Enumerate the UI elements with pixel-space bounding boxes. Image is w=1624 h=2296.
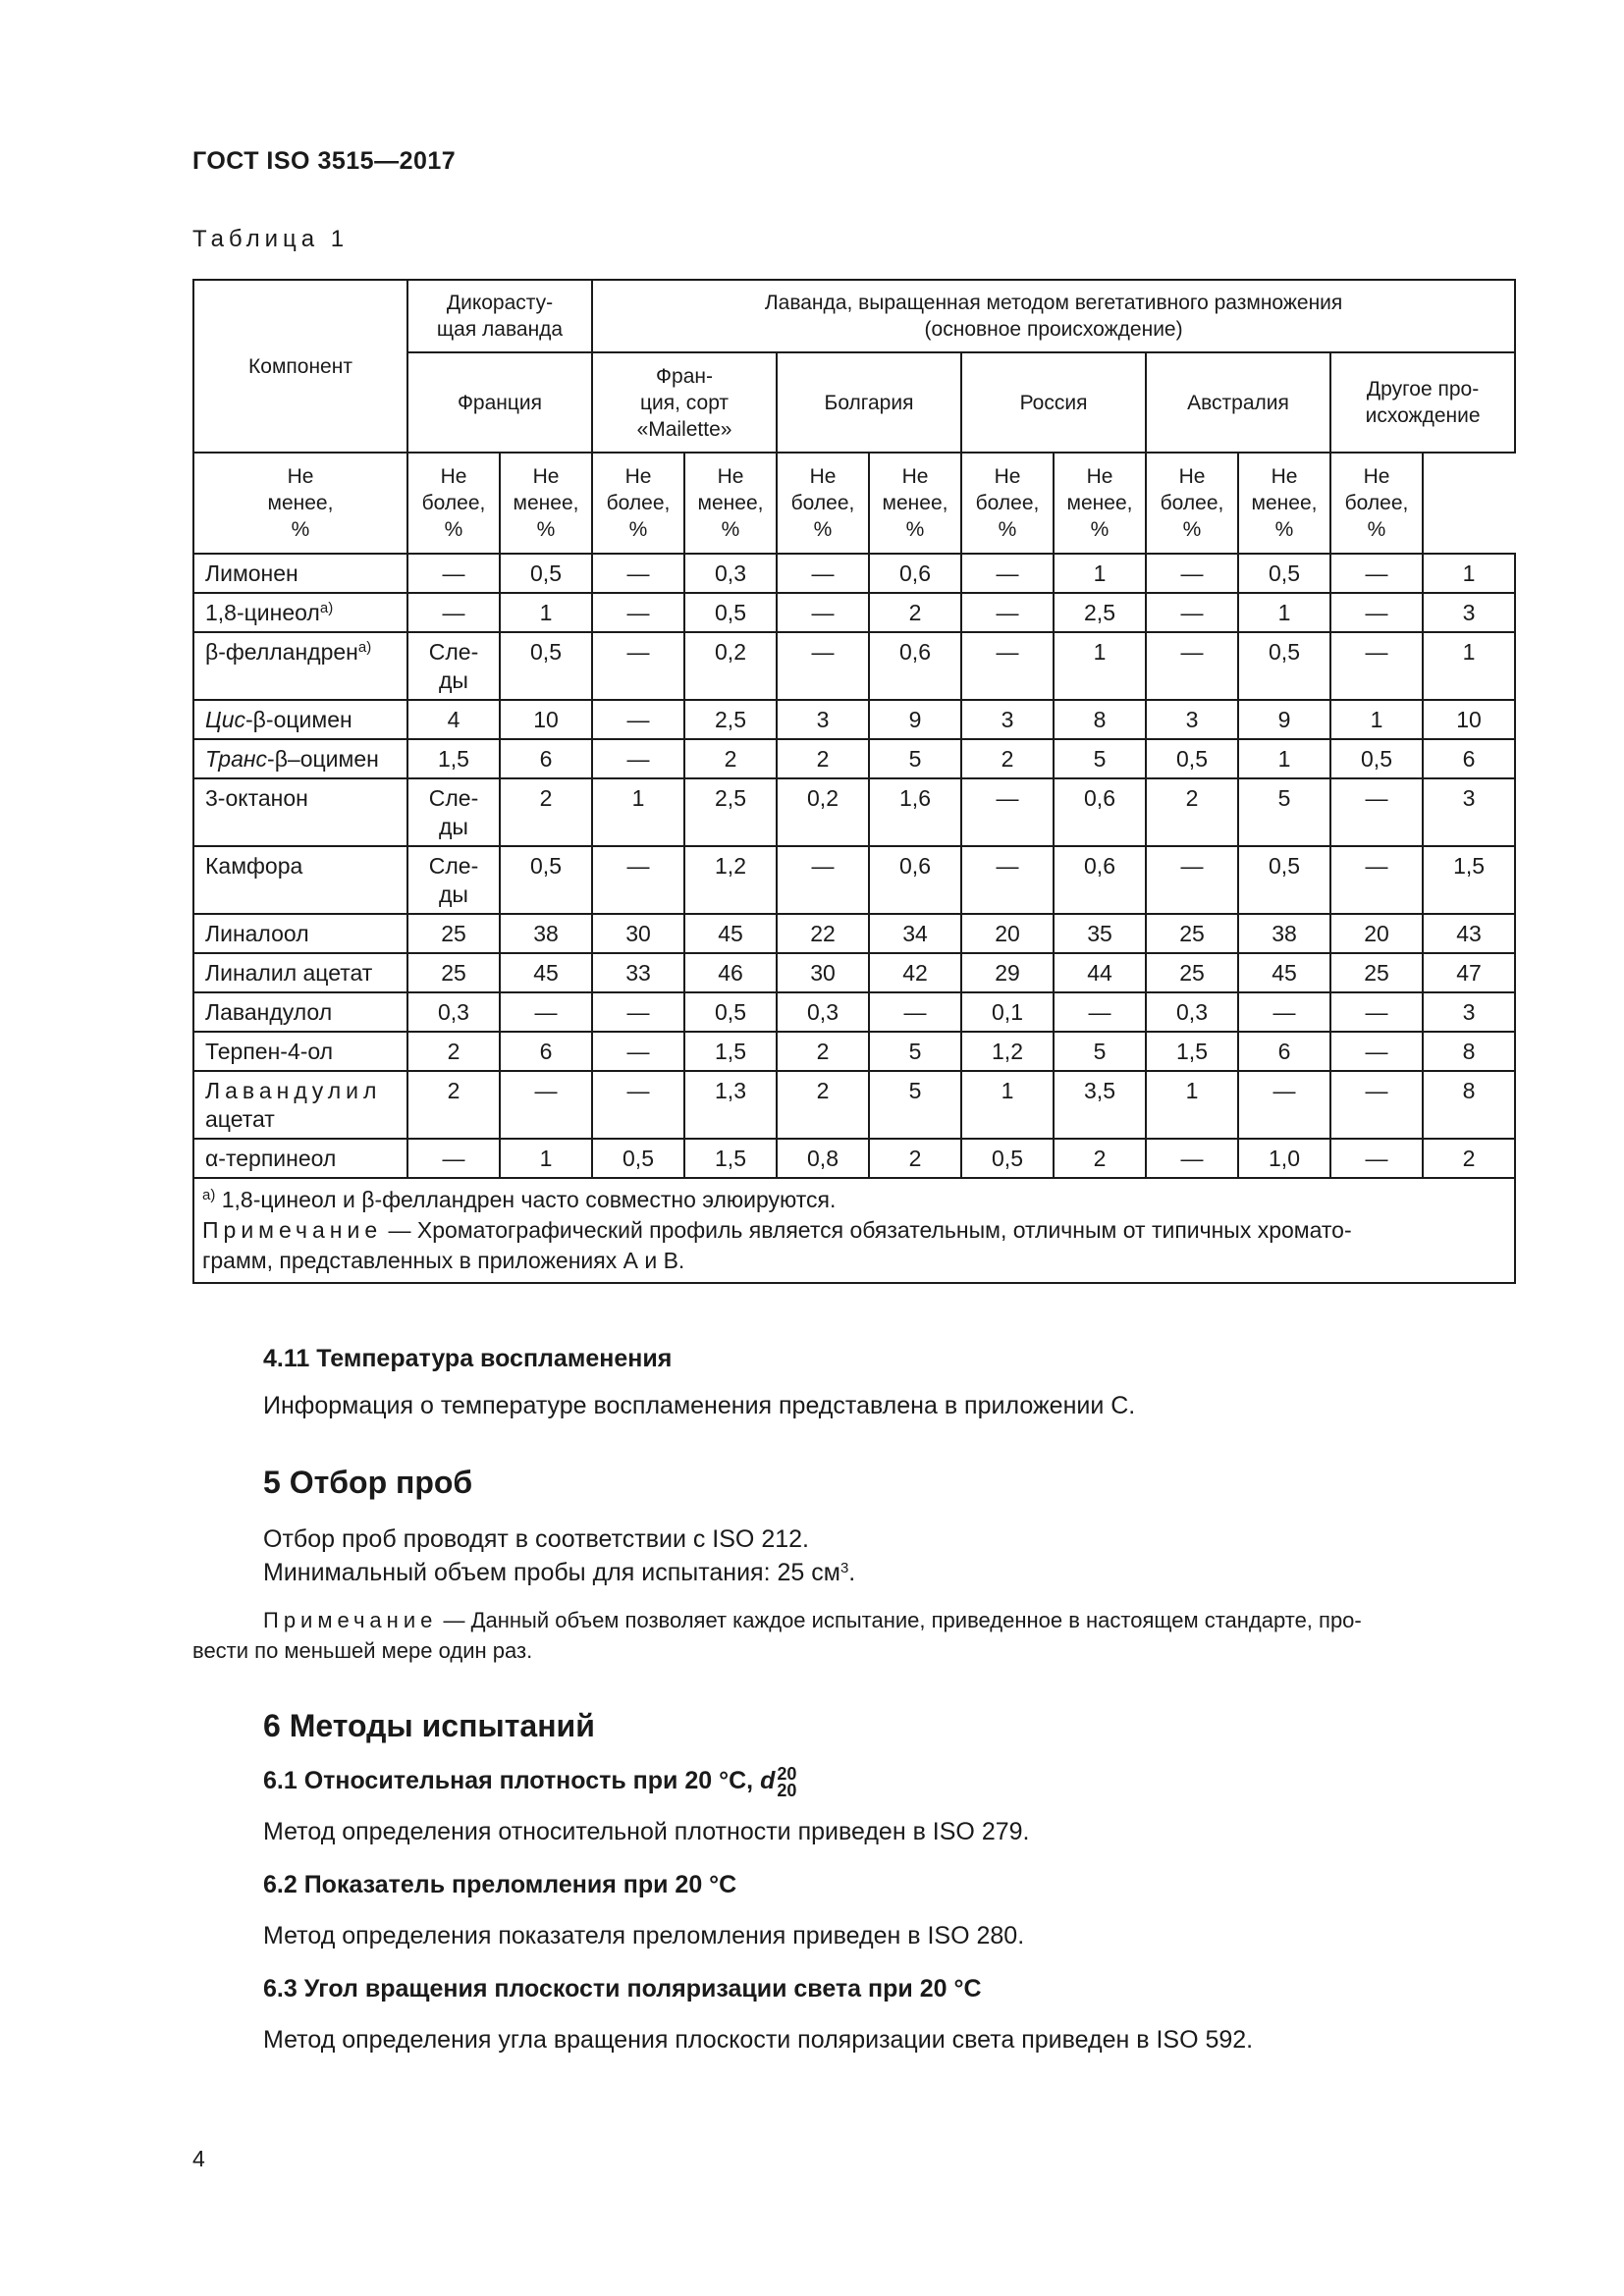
table-cell: 0,6 <box>1054 846 1146 914</box>
section-6-1-text: Метод определения относительной плотности приведен в ISO 279. <box>263 1818 1030 1845</box>
table-row <box>193 778 1515 846</box>
header-max-3: Не более, % <box>777 453 869 554</box>
table-cell: 2,5 <box>684 700 777 739</box>
table-row <box>193 992 1515 1032</box>
table-cell: — <box>1146 593 1238 632</box>
table-cell: Сле- ды <box>407 846 500 914</box>
section-6-1-title: 6.1 Относительная плотность при 20 °С, d 20 20 <box>263 1767 800 1797</box>
table-note-line-2: грамм, представленных в приложениях А и В. <box>202 1248 685 1273</box>
section-6-3-text: Метод определения угла вращения плоскости поляризации света приведен в ISO 592. <box>263 2026 1254 2054</box>
component-name: α-терпинеол <box>193 1139 407 1178</box>
header-france-mailette: Фран- ция, сорт «Mailette» <box>592 352 777 453</box>
table-cell: 1 <box>1054 554 1146 593</box>
header-vegetative: Лаванда, выращенная методом вегетативного размножения (основное происхождение) <box>592 280 1515 352</box>
section-4-11-text: Информация о температуре воспламенения представлена в приложении С. <box>263 1392 1136 1419</box>
header-australia: Австралия <box>1146 352 1330 453</box>
component-name: Лимонен <box>193 554 407 593</box>
table-cell: 1 <box>1054 632 1146 700</box>
component-name: β-феллaндрен$^{а)}$ <box>193 632 407 700</box>
table-cell: 2 <box>869 1139 961 1178</box>
table-cell: 8 <box>1054 700 1146 739</box>
table-cell: 0,3 <box>684 554 777 593</box>
table-cell: 2 <box>500 778 592 846</box>
table-cell: 2 <box>1054 1139 1146 1178</box>
table-cell: 3 <box>1423 992 1515 1032</box>
table-cell: 1 <box>500 1139 592 1178</box>
table-caption: Таблица 1 <box>192 226 350 252</box>
table-cell: 0,5 <box>684 593 777 632</box>
table-cell: 5 <box>1238 778 1330 846</box>
table-cell: — <box>592 992 684 1032</box>
header-other: Другое про- исхождение <box>1330 352 1515 453</box>
table-cell: 6 <box>1238 1032 1330 1071</box>
table-cell: 2 <box>684 739 777 778</box>
table-cell: 1 <box>500 593 592 632</box>
table-cell: 0,3 <box>1146 992 1238 1032</box>
header-russia: Россия <box>961 352 1146 453</box>
table-cell: 6 <box>1423 739 1515 778</box>
section-5-title: 5 Отбор проб <box>263 1465 473 1500</box>
table-cell: 0,5 <box>1238 554 1330 593</box>
table-cell: 25 <box>407 914 500 953</box>
section-5-note-line-2: вести по меньшей мере один раз. <box>192 1638 533 1663</box>
table-cell: — <box>869 992 961 1032</box>
table-cell: 1 <box>1146 1071 1238 1139</box>
header-wild-france: Франция <box>407 352 592 453</box>
header-min-3: Не менее, % <box>684 453 777 554</box>
table-cell: 6 <box>500 739 592 778</box>
table-cell: 1 <box>1238 593 1330 632</box>
table-cell: 2 <box>1423 1139 1515 1178</box>
table-cell: 45 <box>684 914 777 953</box>
component-name: Камфора <box>193 846 407 914</box>
header-min-4: Не менее, % <box>869 453 961 554</box>
table-cell: 0,5 <box>684 992 777 1032</box>
section-5-text-1: Отбор проб проводят в соответствии с ISO 212. <box>263 1525 809 1553</box>
table-cell: 22 <box>777 914 869 953</box>
header-wild: Дикорасту- щая лаванда <box>407 280 592 352</box>
table-cell: 0,5 <box>1146 739 1238 778</box>
table-cell: 45 <box>1238 953 1330 992</box>
table-cell: 3,5 <box>1054 1071 1146 1139</box>
table-cell: — <box>407 554 500 593</box>
table-cell: — <box>1330 778 1423 846</box>
section-6-title: 6 Методы испытаний <box>263 1708 595 1743</box>
table-cell: 1 <box>961 1071 1054 1139</box>
table-cell: — <box>1146 1139 1238 1178</box>
component-name: Линалил ацетат <box>193 953 407 992</box>
table-cell: — <box>1146 554 1238 593</box>
table-row <box>193 632 1515 700</box>
table-row <box>193 1032 1515 1071</box>
table-cell: 42 <box>869 953 961 992</box>
table-cell: — <box>1146 632 1238 700</box>
header-component: Компонент <box>193 280 407 453</box>
table-cell: — <box>1146 846 1238 914</box>
table-cell: 1,5 <box>1146 1032 1238 1071</box>
header-min-1: Не менее, % <box>193 453 407 554</box>
header-min-2: Не менее, % <box>500 453 592 554</box>
table-cell: 25 <box>1330 953 1423 992</box>
table-cell: 38 <box>500 914 592 953</box>
section-6-2-text: Метод определения показателя преломления приведен в ISO 280. <box>263 1922 1025 1949</box>
table-cell: 0,5 <box>1238 846 1330 914</box>
table-cell: 34 <box>869 914 961 953</box>
table-cell: 35 <box>1054 914 1146 953</box>
table-cell: 1 <box>592 778 684 846</box>
table-cell: 2 <box>777 739 869 778</box>
table-cell: 5 <box>1054 739 1146 778</box>
table-cell: — <box>1330 992 1423 1032</box>
table-cell: 0,5 <box>1330 739 1423 778</box>
section-4-11-title: 4.11 Температура воспламенения <box>263 1345 673 1372</box>
table-cell: Сле- ды <box>407 778 500 846</box>
table-cell: — <box>777 846 869 914</box>
table-cell: 0,5 <box>500 554 592 593</box>
table-cell: — <box>592 593 684 632</box>
table-cell: 0,5 <box>500 632 592 700</box>
component-name: Лавандулол <box>193 992 407 1032</box>
table-cell: 0,6 <box>869 632 961 700</box>
table-cell: 47 <box>1423 953 1515 992</box>
table-cell: — <box>1238 1071 1330 1139</box>
table-row <box>193 914 1515 953</box>
table-cell: 3 <box>1423 593 1515 632</box>
table-cell: 1,2 <box>961 1032 1054 1071</box>
table-cell: 45 <box>500 953 592 992</box>
table-cell: 8 <box>1423 1032 1515 1071</box>
table-cell: — <box>592 632 684 700</box>
table-cell: — <box>1330 1071 1423 1139</box>
table-cell: 2,5 <box>1054 593 1146 632</box>
component-name: Терпен-4-ол <box>193 1032 407 1071</box>
table-row <box>193 700 1515 739</box>
header-max-1: Не более, % <box>407 453 500 554</box>
table-footnote-row <box>193 1178 1515 1283</box>
table-cell: 0,2 <box>777 778 869 846</box>
table-cell: — <box>777 593 869 632</box>
page-number: 4 <box>192 2146 205 2171</box>
table-cell: 0,5 <box>592 1139 684 1178</box>
table-cell: 5 <box>869 739 961 778</box>
table-cell: — <box>1330 846 1423 914</box>
table-cell: 2 <box>407 1071 500 1139</box>
table-cell: — <box>1238 992 1330 1032</box>
table-cell: 1 <box>1423 554 1515 593</box>
table-cell: 3 <box>1146 700 1238 739</box>
table-cell: — <box>1330 1032 1423 1071</box>
table-cell: — <box>777 632 869 700</box>
table-cell: 0,6 <box>1054 778 1146 846</box>
table-cell: 25 <box>407 953 500 992</box>
component-name: Транс-β–оцимен <box>193 739 407 778</box>
table-cell: 43 <box>1423 914 1515 953</box>
table-cell: 10 <box>500 700 592 739</box>
table-cell: 25 <box>1146 953 1238 992</box>
table-cell: — <box>500 1071 592 1139</box>
table-cell: 2 <box>961 739 1054 778</box>
section-5-text-2: Минимальный объем пробы для испытания: 25 $см^3$. <box>263 1559 856 1586</box>
table-cell: — <box>592 700 684 739</box>
table-cell: 1,5 <box>684 1032 777 1071</box>
table-cell: 0,6 <box>869 846 961 914</box>
table-cell: 4 <box>407 700 500 739</box>
table-cell: — <box>1330 554 1423 593</box>
table-cell: 0,3 <box>777 992 869 1032</box>
section-6-2-title: 6.2 Показатель преломления при 20 °С <box>263 1871 737 1898</box>
table-cell: 0,5 <box>961 1139 1054 1178</box>
table-cell: 0,8 <box>777 1139 869 1178</box>
table-cell: 2,5 <box>684 778 777 846</box>
table-cell: 5 <box>1054 1032 1146 1071</box>
table-row <box>193 739 1515 778</box>
section-5-note-line-1: Примечание — Данный объем позволяет каждое испытание, приведенное в настоящем стандарте, про- <box>263 1608 1362 1632</box>
document-header: ГОСТ ISO 3515—2017 <box>192 147 457 175</box>
header-min-5: Не менее, % <box>1054 453 1146 554</box>
table-row <box>193 953 1515 992</box>
table-1 <box>192 279 1516 1284</box>
table-cell: — <box>592 1071 684 1139</box>
table-cell: — <box>777 554 869 593</box>
table-cell: 2 <box>407 1032 500 1071</box>
table-cell: 30 <box>777 953 869 992</box>
table-cell: 3 <box>1423 778 1515 846</box>
table-cell: 5 <box>869 1071 961 1139</box>
table-cell: 1,5 <box>1423 846 1515 914</box>
table-cell: 1 <box>1238 739 1330 778</box>
table-cell: 3 <box>961 700 1054 739</box>
table-cell: 29 <box>961 953 1054 992</box>
table-cell: 1,0 <box>1238 1139 1330 1178</box>
table-cell: 9 <box>869 700 961 739</box>
table-cell: 1,2 <box>684 846 777 914</box>
table-cell: — <box>500 992 592 1032</box>
table-cell: — <box>1330 1139 1423 1178</box>
footnote-line: $^{а)}$ 1,8-цинеол и β-феллaндрен часто совместно элюируются. <box>202 1187 837 1212</box>
component-name: 3-октанон <box>193 778 407 846</box>
header-max-4: Не более, % <box>961 453 1054 554</box>
table-cell: 1,5 <box>684 1139 777 1178</box>
table-cell: 44 <box>1054 953 1146 992</box>
table-cell: — <box>592 739 684 778</box>
table-cell: 20 <box>1330 914 1423 953</box>
table-row <box>193 1139 1515 1178</box>
table-cell: 33 <box>592 953 684 992</box>
table-cell: 1,3 <box>684 1071 777 1139</box>
header-max-2: Не более, % <box>592 453 684 554</box>
table-cell: — <box>592 846 684 914</box>
table-cell: 38 <box>1238 914 1330 953</box>
table-cell: 2 <box>777 1071 869 1139</box>
table-footnote <box>193 1178 1515 1283</box>
table-cell: 2 <box>777 1032 869 1071</box>
table-cell: Сле- ды <box>407 632 500 700</box>
table-cell: — <box>592 1032 684 1071</box>
table-cell: — <box>961 778 1054 846</box>
table-cell: 25 <box>1146 914 1238 953</box>
table-cell: 8 <box>1423 1071 1515 1139</box>
table-cell: 30 <box>592 914 684 953</box>
table-cell: — <box>407 593 500 632</box>
table-cell: 0,5 <box>1238 632 1330 700</box>
component-name: Лавандулил ацетат <box>193 1071 407 1139</box>
table-cell: 46 <box>684 953 777 992</box>
table-cell: 0,6 <box>869 554 961 593</box>
table-row <box>193 846 1515 914</box>
table-cell: — <box>961 632 1054 700</box>
component-name: Линалоол <box>193 914 407 953</box>
table-cell: 0,2 <box>684 632 777 700</box>
table-cell: — <box>1330 593 1423 632</box>
table-row <box>193 1071 1515 1139</box>
table-cell: 6 <box>500 1032 592 1071</box>
table-cell: 2 <box>869 593 961 632</box>
table-cell: — <box>407 1139 500 1178</box>
table-cell: — <box>1054 992 1146 1032</box>
table-cell: 20 <box>961 914 1054 953</box>
header-max-6: Не более, % <box>1330 453 1423 554</box>
table-cell: — <box>961 554 1054 593</box>
table-cell: — <box>961 846 1054 914</box>
table-cell: 2 <box>1146 778 1238 846</box>
table-cell: 0,5 <box>500 846 592 914</box>
header-bulgaria: Болгария <box>777 352 961 453</box>
header-max-5: Не более, % <box>1146 453 1238 554</box>
table-cell: 0,3 <box>407 992 500 1032</box>
table-cell: — <box>592 554 684 593</box>
table-row <box>193 554 1515 593</box>
table-cell: 9 <box>1238 700 1330 739</box>
table-note-line-1: Примечание — Хроматографический профиль является обязательным, отличным от типичных хромато- <box>202 1217 1352 1243</box>
density-index: 20 20 <box>777 1764 797 1800</box>
table-cell: 3 <box>777 700 869 739</box>
table-cell: 0,1 <box>961 992 1054 1032</box>
table-cell: 1,5 <box>407 739 500 778</box>
component-name: 1,8-цинеол$^{а)}$ <box>193 593 407 632</box>
table-cell: — <box>961 593 1054 632</box>
table-row <box>193 593 1515 632</box>
table-cell: 5 <box>869 1032 961 1071</box>
table-cell: 10 <box>1423 700 1515 739</box>
component-name: Цис-β-оцимен <box>193 700 407 739</box>
table-cell: — <box>1330 632 1423 700</box>
header-min-6: Не менее, % <box>1238 453 1330 554</box>
table-cell: 1 <box>1423 632 1515 700</box>
table-cell: 1 <box>1330 700 1423 739</box>
section-6-3-title: 6.3 Угол вращения плоскости поляризации света при 20 °С <box>263 1975 982 2002</box>
table-cell: 1,6 <box>869 778 961 846</box>
